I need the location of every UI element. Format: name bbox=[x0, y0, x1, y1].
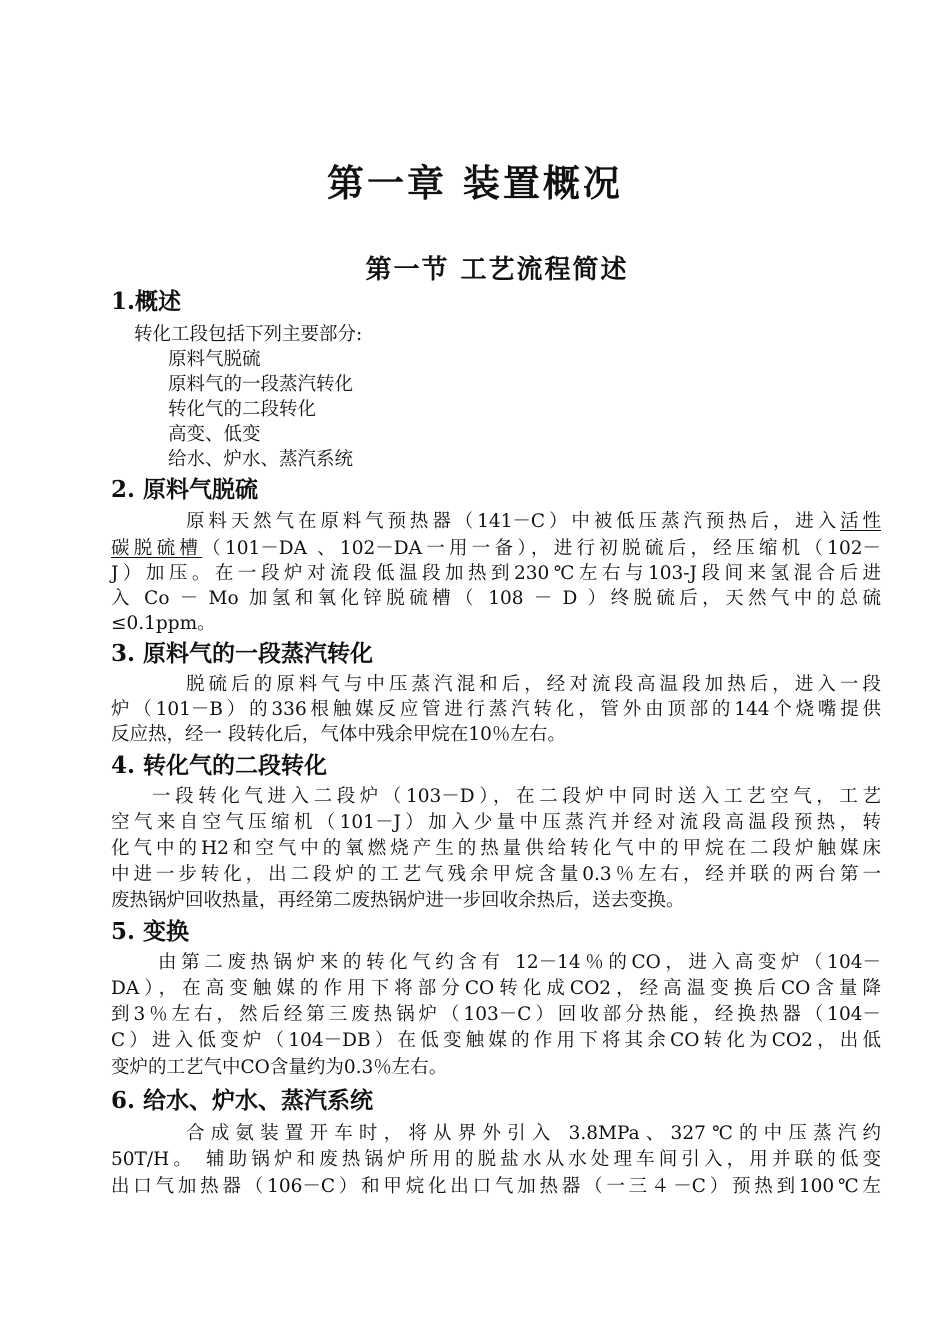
overview-item: 给水、炉水、蒸汽系统 bbox=[168, 449, 354, 470]
heading-shift-conversion: 5. 变换 bbox=[111, 918, 190, 945]
paragraph-line: 出口气加热器（106－C）和甲烷化出口气加热器（一三４－C）预热到100℃左 bbox=[111, 1176, 881, 1197]
paragraph-line: C）进入低变炉（104－DB）在低变触媒的作用下将其余CO转化为CO2，出低 bbox=[111, 1030, 881, 1051]
paragraph-line: ≤0.1ppm。 bbox=[111, 613, 216, 634]
paragraph-line bbox=[186, 509, 881, 535]
paragraph-line: 废热锅炉回收热量，再经第二废热锅炉进一步回收余热后，送去变换。 bbox=[111, 890, 685, 911]
overview-item: 转化气的二段转化 bbox=[168, 399, 317, 420]
paragraph-line: 50T/H。 辅助锅炉和废热锅炉所用的脱盐水从水处理车间引入，用并联的低变 bbox=[111, 1149, 881, 1170]
overview-item: 原料气的一段蒸汽转化 bbox=[168, 374, 354, 395]
paragraph-line: DA），在高变触媒的作用下将部分CO转化成CO2，经高温变换后CO含量降 bbox=[111, 978, 881, 999]
paragraph-line: 反应热，经一 段转化后，气体中残余甲烷在10％左右。 bbox=[111, 724, 566, 745]
underlined-term: 活性 bbox=[840, 511, 881, 532]
text-run: （101－DA 、102－DA一用一备），进行初脱硫后，经压缩机（102－ bbox=[202, 538, 881, 559]
paragraph-line bbox=[111, 536, 881, 562]
paragraph-line: 化气中的H2和空气中的氧燃烧产生的热量供给转化气中的甲烷在二段炉触媒床 bbox=[111, 838, 881, 859]
heading-secondary-reforming: 4. 转化气的二段转化 bbox=[111, 752, 328, 779]
overview-item: 原料气脱硫 bbox=[168, 349, 261, 370]
paragraph-line: 合成氨装置开车时，将从界外引入 3.8MPa、327℃的中压蒸汽约 bbox=[186, 1123, 881, 1144]
overview-intro: 转化工段包括下列主要部分: bbox=[134, 324, 363, 345]
paragraph-line: J）加压。在一段炉对流段低温段加热到230℃左右与103-J段间来氢混合后进 bbox=[111, 563, 881, 584]
section-title: 第一节 工艺流程简述 bbox=[365, 255, 629, 285]
paragraph-line: 变炉的工艺气中CO含量约为0.3％左右。 bbox=[111, 1057, 448, 1078]
heading-water-steam-system: 6. 给水、炉水、蒸汽系统 bbox=[111, 1087, 374, 1114]
paragraph-line: 中进一步转化，出二段炉的工艺气残余甲烷含量0.3％左右，经并联的两台第一 bbox=[111, 864, 881, 885]
underlined-term: 碳脱硫槽 bbox=[111, 538, 203, 559]
paragraph-line: 一段转化气进入二段炉（103－D），在二段炉中同时送入工艺空气，工艺 bbox=[152, 786, 881, 807]
paragraph-line: 脱硫后的原料气与中压蒸汽混和后，经对流段高温段加热后，进入一段 bbox=[186, 674, 881, 695]
paragraph-line: 入 Co － Mo 加氢和氧化锌脱硫槽（ 108 － D ）终脱硫后，天然气中的总硫 bbox=[111, 588, 881, 609]
heading-desulfurization: 2. 原料气脱硫 bbox=[111, 476, 259, 503]
heading-primary-reforming: 3. 原料气的一段蒸汽转化 bbox=[111, 640, 374, 667]
overview-item: 高变、低变 bbox=[168, 424, 261, 445]
paragraph-line: 炉（101－B）的336根触媒反应管进行蒸汽转化，管外由顶部的144个烧嘴提供 bbox=[111, 699, 881, 720]
paragraph-line: 到3％左右，然后经第三废热锅炉（103－C）回收部分热能，经换热器（104－ bbox=[111, 1004, 881, 1025]
chapter-title: 第一章 装置概况 bbox=[327, 161, 623, 205]
text-run: 原料天然气在原料气预热器（141－C）中被低压蒸汽预热后，进入 bbox=[186, 511, 841, 532]
paragraph-line: 空气来自空气压缩机（101－J）加入少量中压蒸汽并经对流段高温段预热，转 bbox=[111, 812, 881, 833]
heading-overview: 1.概述 bbox=[111, 288, 182, 315]
paragraph-line: 由第二废热锅炉来的转化气约含有 12－14％的CO，进入高变炉（104－ bbox=[158, 952, 881, 973]
